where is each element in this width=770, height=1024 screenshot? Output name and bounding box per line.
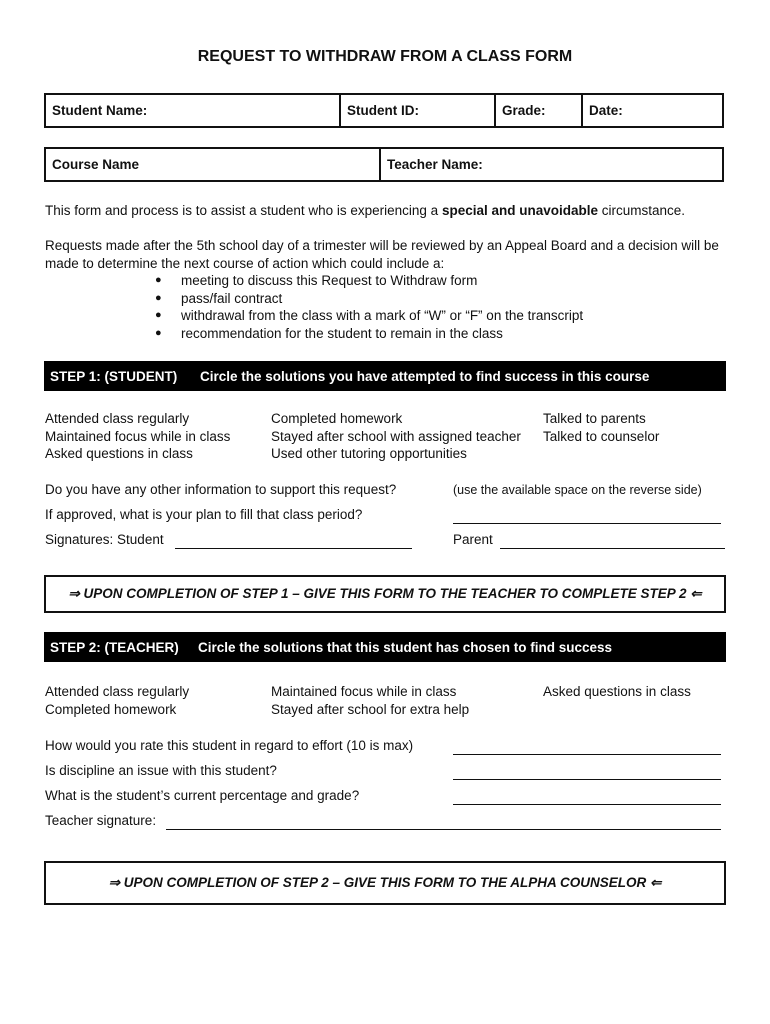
step2-instruction: Circle the solutions that this student has chosen to find success	[198, 639, 613, 655]
student-id-label: Student ID:	[347, 103, 419, 118]
student-name-label: Student Name:	[52, 103, 148, 118]
course-info-row	[44, 147, 724, 182]
step2-options-col3	[543, 683, 691, 701]
emphasis-text: special and unavoidable	[441, 203, 599, 218]
step2-completion-callout	[44, 861, 726, 905]
list-item: ● meeting to discuss this Request to Withdraw form	[155, 272, 715, 290]
option-item[interactable]: Maintained focus while in class	[45, 428, 231, 444]
option-item[interactable]: Maintained focus while in class	[271, 684, 457, 699]
student-signature-line[interactable]	[175, 532, 412, 549]
option-item[interactable]: Asked questions in class	[543, 684, 691, 699]
option-item[interactable]: Asked questions in class	[45, 446, 193, 461]
teacher-name-label: Teacher Name:	[387, 157, 483, 172]
student-name-field[interactable]	[46, 95, 339, 126]
step1-instruction: Circle the solutions you have attempted to find success in this course	[200, 368, 650, 384]
outcome-list	[155, 272, 715, 342]
parent-signature-line[interactable]	[500, 532, 725, 549]
discipline-answer-line[interactable]	[453, 763, 721, 780]
step1-callout-text: ⇒ UPON COMPLETION OF STEP 1 – GIVE THIS FORM TO THE TEACHER TO COMPLETE STEP 2 ⇐	[68, 586, 702, 601]
list-item: ● withdrawal from the class with a mark of “W” or “F” on the transcript	[155, 307, 715, 325]
plan-question: If approved, what is your plan to fill that class period?	[45, 507, 363, 522]
list-item: ● pass/fail contract	[155, 290, 715, 308]
intro-paragraph-1: This form and process is to assist a student who is experiencing a special and unavoidable circumstance.	[45, 203, 686, 218]
teacher-signature-label: Teacher signature:	[45, 813, 157, 828]
parent-signature-label: Parent	[453, 532, 493, 547]
step1-completion-callout	[44, 575, 726, 613]
plan-answer-line[interactable]	[453, 507, 721, 524]
student-signature-label: Signatures: Student	[45, 532, 164, 547]
option-item[interactable]: Talked to parents	[543, 411, 646, 426]
date-label: Date:	[589, 103, 623, 118]
option-item[interactable]: Attended class regularly	[45, 684, 190, 699]
effort-question: How would you rate this student in regard to effort (10 is max)	[45, 738, 414, 753]
form-title: REQUEST TO WITHDRAW FROM A CLASS FORM	[197, 48, 573, 65]
date-field[interactable]	[581, 95, 722, 126]
reverse-side-note: (use the available space on the reverse side)	[453, 483, 702, 497]
step2-options-col1	[45, 683, 189, 718]
course-name-field[interactable]	[46, 149, 379, 180]
step2-options-col2	[271, 683, 469, 718]
percentage-question: What is the student’s current percentage and grade?	[45, 788, 360, 803]
intro-paragraph-2: Requests made after the 5th school day of a trimester will be reviewed by an Appeal Board and a decision will be made to determine the next course of action which could include a:	[45, 238, 719, 271]
teacher-signature-line[interactable]	[166, 813, 721, 830]
step1-options-col2	[271, 410, 521, 463]
other-info-question: Do you have any other information to support this request?	[45, 482, 397, 497]
option-item[interactable]: Used other tutoring opportunities	[271, 446, 467, 461]
grade-label: Grade:	[502, 103, 546, 118]
step1-options-col1	[45, 410, 230, 463]
option-item[interactable]: Completed homework	[45, 701, 177, 717]
discipline-question: Is discipline an issue with this student?	[45, 763, 277, 778]
list-item: ● recommendation for the student to remain in the class	[155, 325, 715, 343]
step1-options-col3	[543, 410, 659, 445]
option-item[interactable]: Stayed after school with assigned teacher	[271, 428, 521, 444]
step2-header-bar	[44, 632, 726, 662]
step2-callout-text: ⇒ UPON COMPLETION OF STEP 2 – GIVE THIS FORM TO THE ALPHA COUNSELOR ⇐	[108, 875, 662, 890]
grade-field[interactable]	[494, 95, 581, 126]
option-item[interactable]: Attended class regularly	[45, 411, 190, 426]
step2-label: STEP 2: (TEACHER)	[50, 639, 179, 655]
option-item[interactable]: Talked to counselor	[543, 428, 660, 444]
effort-answer-line[interactable]	[453, 738, 721, 755]
header-info-row	[44, 93, 724, 128]
step1-label: STEP 1: (STUDENT)	[50, 368, 178, 384]
step1-header-bar	[44, 361, 726, 391]
option-item[interactable]: Stayed after school for extra help	[271, 701, 470, 717]
percentage-answer-line[interactable]	[453, 788, 721, 805]
course-name-label: Course Name	[52, 157, 140, 172]
teacher-name-field[interactable]	[379, 149, 722, 180]
student-id-field[interactable]	[339, 95, 494, 126]
option-item[interactable]: Completed homework	[271, 411, 403, 426]
